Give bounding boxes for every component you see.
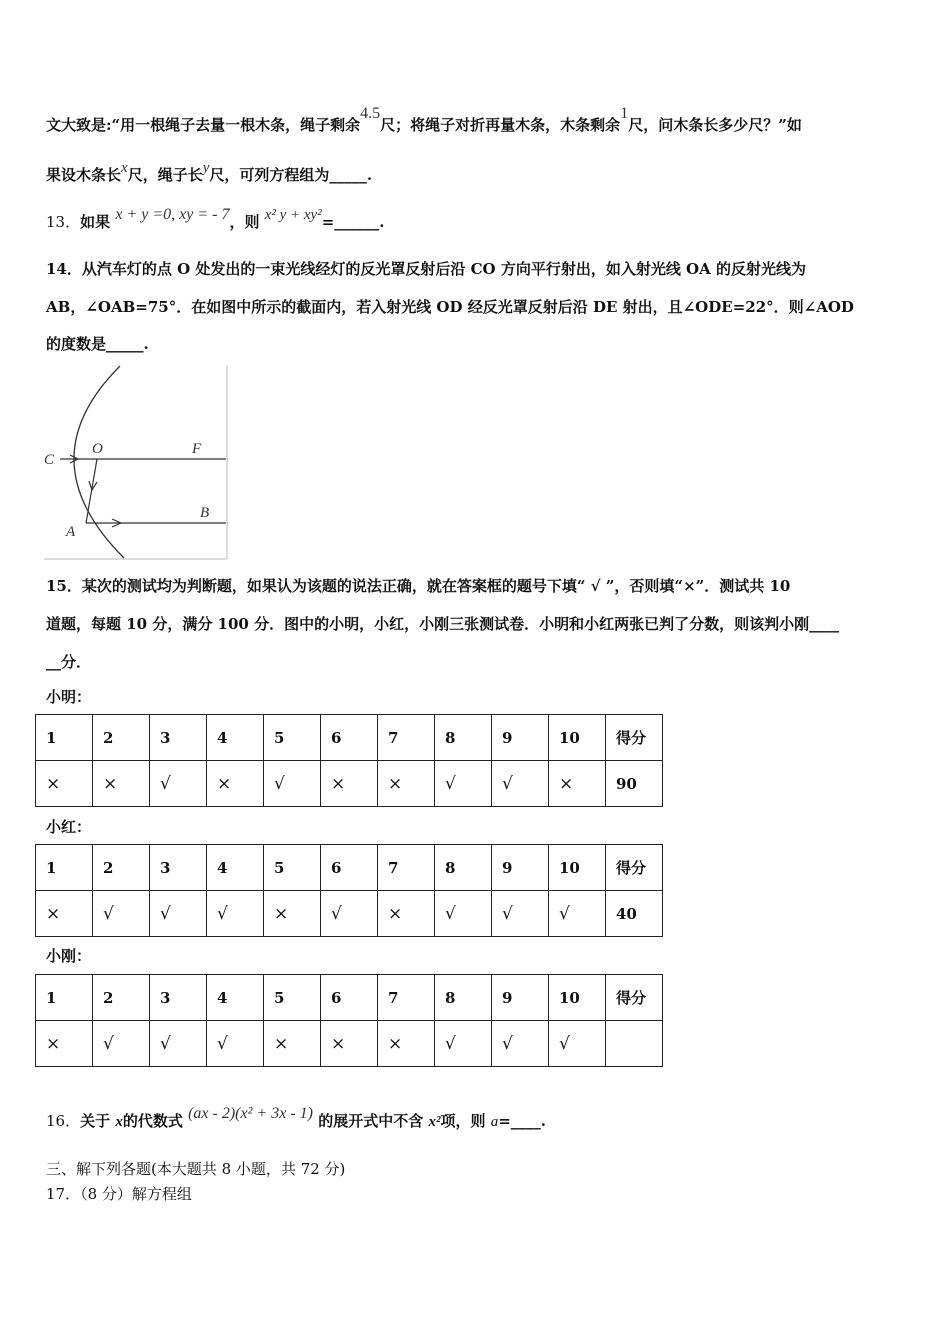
mark-cell: √	[150, 1021, 207, 1067]
q15-line2: 道题，每题 10 分，满分 100 分．图中的小明，小红，小刚三张测试卷．小明和小红两张已判了分数，则该判小刚____	[46, 615, 840, 633]
header-cell: 4	[207, 715, 264, 761]
score-cell	[606, 1021, 663, 1067]
mark-cell: ×	[36, 1021, 93, 1067]
q15-line1: 15．某次的测试均为判断题，如果认为该题的说法正确，就在答案框的题号下填“ √ ”，否则填“×”．测试共 10	[46, 577, 791, 595]
label-b: B	[200, 505, 210, 521]
q17-line: 17．（8 分）解方程组	[46, 1185, 192, 1203]
header-cell: 2	[93, 975, 150, 1021]
mark-cell: ×	[36, 891, 93, 937]
q16-pre: 关于	[80, 1112, 111, 1130]
header-cell: 1	[36, 845, 93, 891]
table-header-row	[36, 975, 663, 1021]
mark-cell: ×	[378, 761, 435, 807]
mark-cell: ×	[264, 891, 321, 937]
header-cell: 1	[36, 975, 93, 1021]
header-cell: 1	[36, 715, 93, 761]
q16-post1: 的展开式中不含	[318, 1112, 424, 1130]
q14-line2: AB，∠OAB=75°．在如图中所示的截面内，若入射光线 OD 经反光罩反射后沿 DE 射出，且∠ODE=22°．则∠AOD	[46, 298, 854, 316]
q13-mid: ，则	[229, 213, 260, 231]
answer-table-xiaoming	[35, 714, 663, 807]
header-cell: 2	[93, 715, 150, 761]
mark-cell: √	[207, 891, 264, 937]
q12-line2	[46, 160, 373, 185]
header-cell: 8	[435, 715, 492, 761]
answer-table-xiaohong	[35, 844, 663, 937]
mark-cell: ×	[378, 891, 435, 937]
mark-cell: ×	[36, 761, 93, 807]
q16-mid: 的代数式	[122, 1112, 183, 1130]
answer-table-xiaogang	[35, 974, 663, 1067]
q12-text-d: 果设木条长	[46, 166, 122, 184]
table-mark-row	[36, 1021, 663, 1067]
header-cell: 7	[378, 975, 435, 1021]
q13-line	[46, 206, 385, 232]
header-cell: 6	[321, 845, 378, 891]
q14-line1: 14．从汽车灯的点 O 处发出的一束光线经灯的反光罩反射后沿 CO 方向平行射出，如入射光线 OA 的反射光线为	[46, 260, 806, 278]
mark-cell: √	[492, 1021, 549, 1067]
reflector-figure	[44, 365, 230, 561]
q12-text-f: 尺，可列方程组为_____.	[209, 166, 373, 184]
mark-cell: ×	[207, 761, 264, 807]
q13-expression: x² y + xy²	[264, 207, 322, 223]
header-cell-score: 得分	[606, 845, 663, 891]
label-f: F	[192, 441, 202, 457]
section-3-title: 三、解下列各题(本大题共 8 小题，共 72 分)	[46, 1160, 346, 1178]
header-cell: 4	[207, 975, 264, 1021]
table-header-row	[36, 845, 663, 891]
table-header-row	[36, 715, 663, 761]
header-cell: 3	[150, 715, 207, 761]
q12-value-4-5: 4.5	[360, 105, 381, 122]
q12-line1	[46, 105, 802, 135]
q16-line	[46, 1105, 546, 1131]
header-cell: 6	[321, 975, 378, 1021]
header-cell-score: 得分	[606, 715, 663, 761]
mark-cell: ×	[549, 761, 606, 807]
q12-text-e: 尺，绳子长	[127, 166, 203, 184]
mark-cell: √	[150, 891, 207, 937]
mark-cell: ×	[378, 1021, 435, 1067]
q16-var-x: x	[115, 1114, 123, 1130]
header-cell: 10	[549, 845, 606, 891]
header-cell: 10	[549, 715, 606, 761]
header-cell: 4	[207, 845, 264, 891]
mark-cell: √	[321, 891, 378, 937]
label-a: A	[66, 524, 76, 540]
mark-cell: √	[93, 891, 150, 937]
header-cell: 5	[264, 845, 321, 891]
q13-number: 13．	[46, 213, 81, 231]
q16-expression: (ax - 2)(x² + 3x - 1)	[188, 1105, 313, 1122]
header-cell: 8	[435, 845, 492, 891]
label-c: C	[44, 452, 55, 468]
table-mark-row	[36, 891, 663, 937]
q13-post: =______.	[321, 213, 385, 231]
q16-post2: 项，则	[440, 1112, 486, 1130]
label-o: O	[92, 441, 103, 457]
q12-value-1: 1	[620, 105, 629, 122]
q13-pre: 如果	[80, 213, 111, 231]
mark-cell: √	[549, 891, 606, 937]
mark-cell: √	[150, 761, 207, 807]
q16-post3: =____.	[498, 1112, 546, 1130]
mark-cell: ×	[321, 1021, 378, 1067]
table-label-xiaohong: 小红：	[46, 818, 92, 836]
header-cell: 5	[264, 975, 321, 1021]
q14-line3: 的度数是_____.	[46, 335, 149, 353]
q16-term: x²	[428, 1114, 441, 1130]
mark-cell: ×	[321, 761, 378, 807]
header-cell: 9	[492, 845, 549, 891]
mark-cell: √	[492, 761, 549, 807]
reflector-curve	[74, 366, 124, 558]
header-cell: 10	[549, 975, 606, 1021]
q12-text-a: 文大致是:“用一根绳子去量一根木条，绳子剩余	[46, 116, 361, 134]
q12-var-y: y	[202, 160, 210, 176]
q15-line3: __分．	[46, 653, 92, 671]
mark-cell: √	[207, 1021, 264, 1067]
q12-text-c: 尺，问木条长多少尺？”如	[628, 116, 802, 134]
q13-condition: x + y =0, xy = - 7	[115, 206, 230, 223]
mark-cell: √	[435, 891, 492, 937]
mark-cell: ×	[264, 1021, 321, 1067]
mark-cell: √	[435, 1021, 492, 1067]
header-cell: 7	[378, 715, 435, 761]
header-cell: 9	[492, 715, 549, 761]
q12-var-x: x	[121, 160, 128, 176]
header-cell: 3	[150, 975, 207, 1021]
header-cell: 2	[93, 845, 150, 891]
header-cell: 7	[378, 845, 435, 891]
mark-cell: √	[264, 761, 321, 807]
q16-var-a: a	[490, 1114, 499, 1130]
mark-cell: √	[549, 1021, 606, 1067]
table-mark-row	[36, 761, 663, 807]
q16-number: 16．	[46, 1112, 81, 1130]
header-cell: 5	[264, 715, 321, 761]
mark-cell: √	[93, 1021, 150, 1067]
mark-cell: ×	[93, 761, 150, 807]
table-label-xiaoming: 小明：	[46, 688, 92, 706]
score-cell: 90	[606, 761, 663, 807]
q12-text-b: 尺；将绳子对折再量木条，木条剩余	[380, 116, 621, 134]
header-cell-score: 得分	[606, 975, 663, 1021]
header-cell: 9	[492, 975, 549, 1021]
ray-oa	[86, 459, 97, 523]
header-cell: 6	[321, 715, 378, 761]
header-cell: 3	[150, 845, 207, 891]
score-cell: 40	[606, 891, 663, 937]
header-cell: 8	[435, 975, 492, 1021]
table-label-xiaogang: 小刚：	[46, 947, 92, 965]
mark-cell: √	[435, 761, 492, 807]
mark-cell: √	[492, 891, 549, 937]
